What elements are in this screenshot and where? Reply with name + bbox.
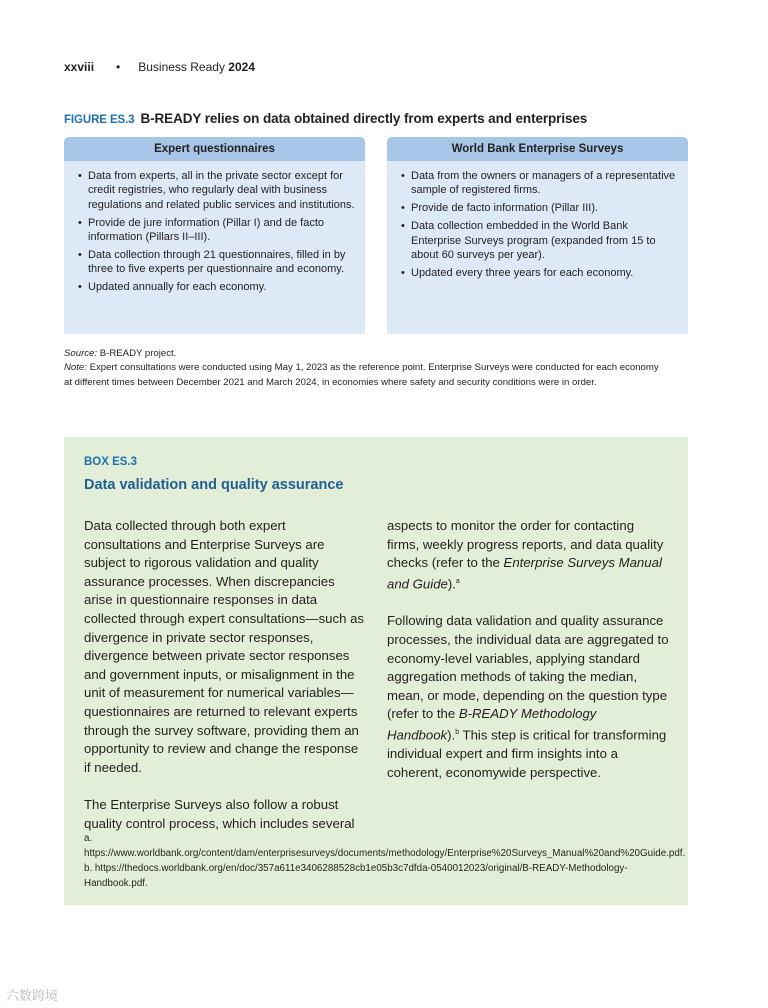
figure-label: FIGURE ES.3	[64, 114, 135, 126]
list-item: • Data from experts, all in the private sector except for credit registries, who regularly deal with business regulations and related public services and institutions.	[78, 169, 355, 212]
figure-notes	[64, 347, 664, 390]
box-column-left	[84, 517, 366, 852]
footnote-ref: a	[455, 577, 460, 585]
source-text: B-READY project.	[99, 348, 177, 359]
box-es3	[64, 437, 688, 905]
handbook-title: B-READY Methodology Handbook	[387, 706, 597, 743]
publication-year: 2024	[228, 60, 255, 74]
note-text: Expert consultations were conducted using May 1, 2023 as the reference point. Enterprise Surveys were conducted for each economy at different times between December 2021 and March 2024, in economies where safety and security conditions were in order.	[64, 362, 659, 388]
page-number: xxviii	[64, 60, 95, 74]
panel-heading: World Bank Enterprise Surveys	[387, 137, 688, 161]
list-item: • Data collection embedded in the World Bank Enterprise Surveys program (expanded from 15 to about 60 surveys per year).	[401, 219, 678, 262]
figure-title-text: B-READY relies on data obtained directly from experts and enterprises	[140, 111, 588, 126]
panel-heading: Expert questionnaires	[64, 137, 365, 161]
footnote-b[interactable]: b. https://thedocs.worldbank.org/en/doc/357a611e3406288528cb1e05b3c7dfda-0540012023/original/B-READY-Methodology-Handbook.pdf.	[84, 863, 628, 889]
box-paragraph: The Enterprise Surveys also follow a robust quality control process, which includes several	[84, 796, 355, 831]
enterprise-surveys-panel	[387, 137, 688, 334]
paragraph-text: Following data validation and quality assurance processes, the individual data are aggregated to economy-level variables, applying standard aggregation methods of taking the median, mean, or mode, depending on the question type (refer to the	[387, 613, 669, 722]
panel-bullet-list	[64, 161, 365, 295]
box-column-right	[387, 517, 669, 801]
footnote-ref: b	[455, 728, 460, 736]
note-label: Note:	[64, 362, 87, 374]
header-bullet: •	[116, 60, 121, 74]
footnote-a[interactable]: a. https://www.worldbank.org/content/dam/enterprisesurveys/documents/methodology/Enterprise%20Surveys_Manual%20and%20Guide.pdf.	[84, 833, 686, 859]
running-header	[64, 60, 255, 74]
list-item: • Provide de facto information (Pillar III).	[401, 201, 678, 215]
box-paragraph: Data collected through both expert consultations and Enterprise Surveys are subject to rigorous validation and quality assurance processes. When discrepancies arise in questionnaire responses in data collected through expert consultations—such as divergence in private sector responses, divergence between private sector responses and government inputs, or misalignment in the unit of measurement for numerical variables—questionnaires are returned to relevant experts through the survey software, providing them an opportunity to review and change the response if needed.	[84, 518, 365, 775]
manual-title: Enterprise Surveys Manual and Guide	[387, 555, 662, 592]
expert-questionnaires-panel	[64, 137, 365, 334]
source-label: Source:	[64, 348, 98, 359]
list-item: • Data from the owners or managers of a representative sample of registered firms.	[401, 169, 678, 198]
list-item: • Data collection through 21 questionnaires, filled in by three to five experts per questionnaire and economy.	[78, 248, 355, 277]
panel-bullet-list	[387, 161, 688, 280]
list-item: • Updated annually for each economy.	[78, 280, 355, 294]
figure-title	[64, 111, 587, 126]
list-item: • Provide de jure information (Pillar I) and de facto information (Pillars II–III).	[78, 216, 355, 245]
paragraph-text: ).	[447, 727, 456, 743]
box-title: Data validation and quality assurance	[84, 477, 344, 493]
publication-name: Business Ready	[138, 60, 225, 74]
source-line	[64, 347, 664, 361]
box-footnotes	[84, 831, 686, 891]
note-line	[64, 361, 664, 390]
box-paragraph	[387, 517, 669, 594]
paragraph-text: ).	[447, 576, 456, 592]
box-label: BOX ES.3	[84, 456, 138, 468]
paragraph-text: aspects to monitor the order for contacting firms, weekly progress reports, and data quality checks (refer to the	[387, 518, 664, 571]
watermark-text: 六数跨境	[6, 988, 59, 1003]
paragraph-text: This step is critical for transforming individual expert and firm insights into a coherent, economywide perspective.	[387, 727, 667, 780]
box-paragraph	[387, 612, 669, 782]
list-item: • Updated every three years for each economy.	[401, 266, 678, 280]
